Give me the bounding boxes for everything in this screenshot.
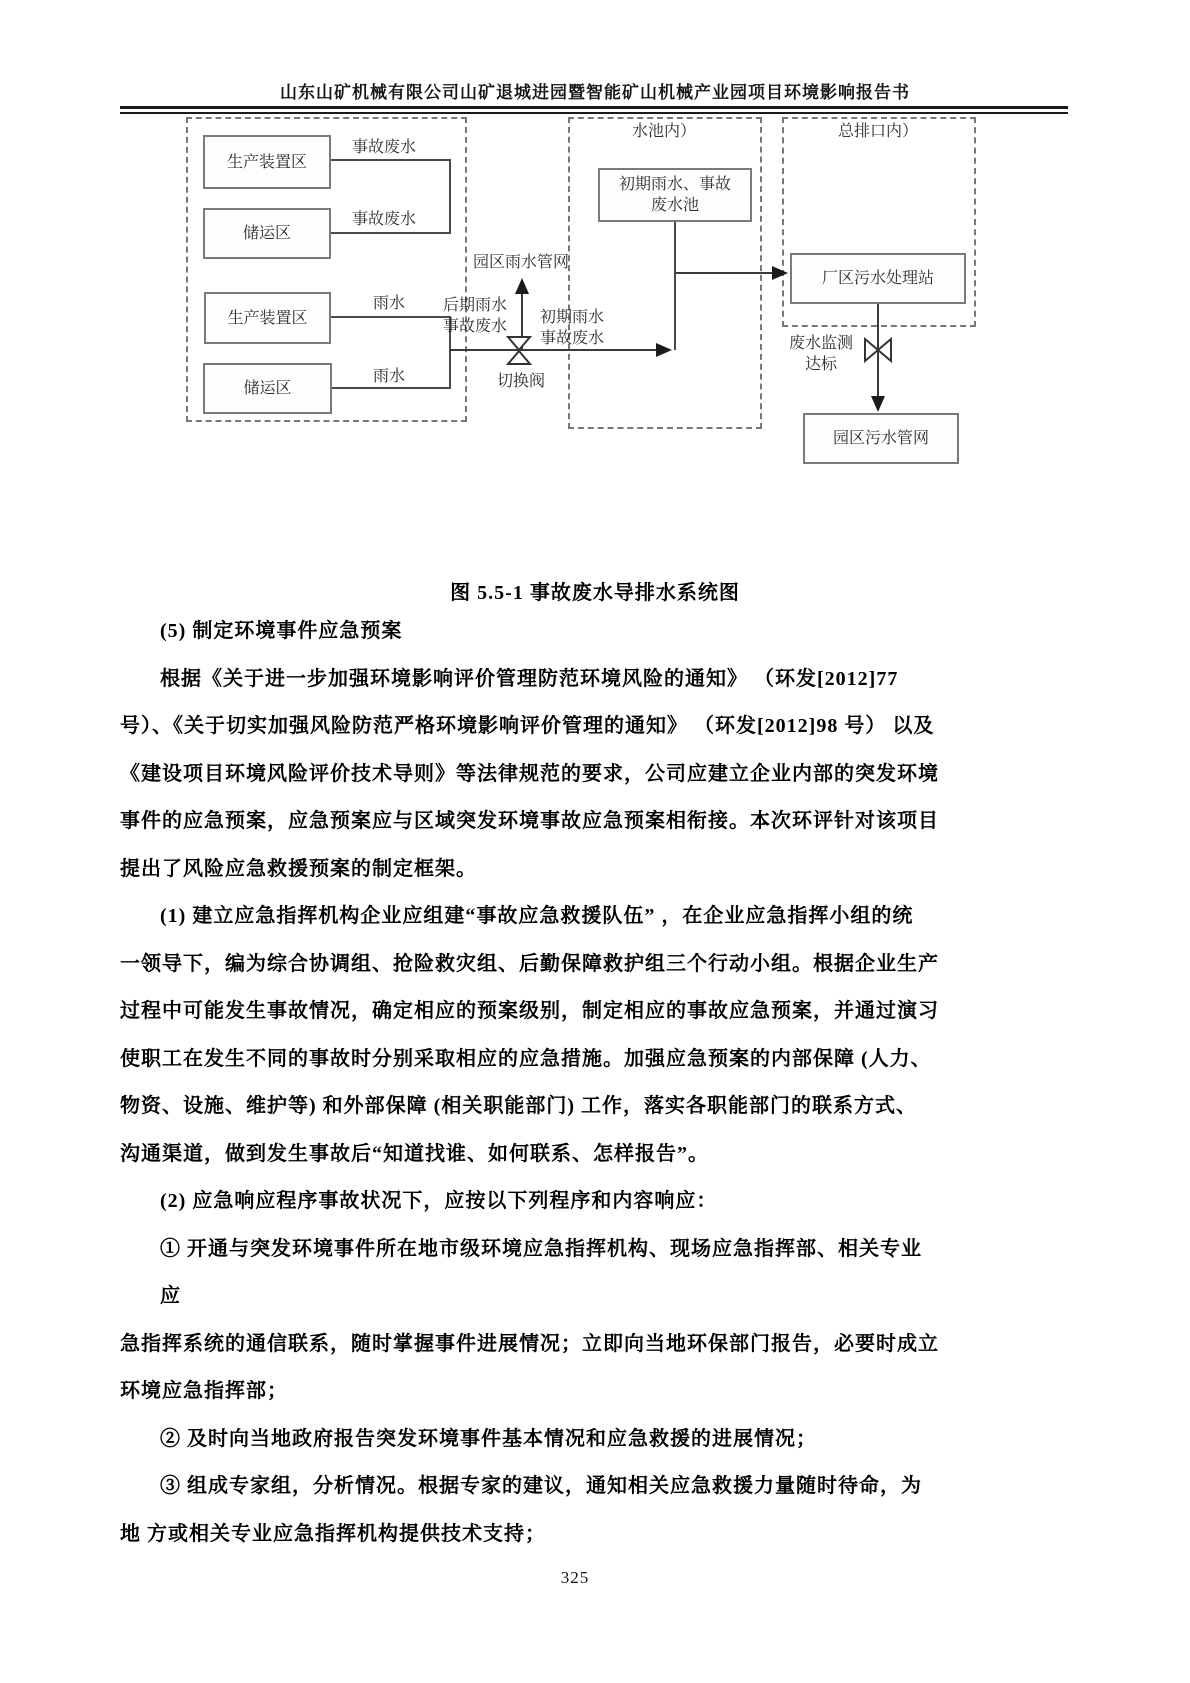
pool-to-treatment-arrow bbox=[675, 266, 788, 280]
text-line: (1) 建立应急指挥机构企业应组建“事故应急救援队伍” ，在企业应急指挥小组的统 bbox=[160, 905, 914, 927]
text-line: 沟通渠道，做到发生事故后“知道找谁、如何联系、怎样报告”。 bbox=[120, 1142, 709, 1165]
pool-region-label: 水池内） bbox=[632, 123, 697, 140]
production-area-box-1 bbox=[203, 135, 331, 189]
rain-network-label: 园区雨水管网 bbox=[473, 254, 570, 271]
production-area-label-2: 生产装置区 bbox=[227, 309, 308, 327]
accident-water-label-2: 事故废水 bbox=[352, 211, 417, 228]
text-line: 过程中可能发生事故情况，确定相应的预案级别，制定相应的事故应急预案，并通过演习 bbox=[120, 1000, 939, 1022]
storage-area-box-2 bbox=[203, 363, 332, 414]
storage-area-label-1: 储运区 bbox=[242, 225, 291, 242]
text-line: 地 方或相关专业应急指挥机构提供技术支持； bbox=[120, 1522, 546, 1545]
monitor-label bbox=[783, 333, 859, 375]
rain-water-label-2: 雨水 bbox=[373, 368, 406, 385]
late-rain-line2: 事故废水 bbox=[443, 318, 508, 335]
text-line: 急指挥系统的通信联系，随时掌握事件进展情况；立即向当地环保部门报告，必要时成立 bbox=[120, 1332, 939, 1355]
sewage-network-label: 园区污水管网 bbox=[832, 430, 929, 447]
treatment-station-box bbox=[790, 253, 966, 304]
initial-rain-pool-box bbox=[598, 168, 752, 222]
text-line: 应 bbox=[160, 1285, 181, 1307]
monitor-line1: 废水监测 bbox=[788, 335, 853, 352]
text-line: 根据《关于进一步加强环境影响评价管理防范环境风险的通知》 （环发[2012]77 bbox=[160, 667, 899, 690]
pool-label-line1: 初期雨水、事故 bbox=[618, 176, 731, 193]
text-line: ② 及时向当地政府报告突发环境事件基本情况和应急救援的进展情况； bbox=[160, 1427, 817, 1450]
text-line: ① 开通与突发环境事件所在地市级环境应急指挥机构、现场应急指挥部、相关专业 bbox=[160, 1237, 922, 1260]
initial-rain-pool-label bbox=[619, 174, 731, 216]
outlet-region-label: 总排口内） bbox=[838, 123, 919, 140]
text-line: ③ 组成专家组，分析情况。根据专家的建议，通知相关应急救援力量随时待命，为 bbox=[160, 1475, 922, 1497]
text-line: (5) 制定环境事件应急预案 bbox=[160, 620, 403, 642]
header-title: 山东山矿机械有限公司山矿退城进园暨智能矿山机械产业园项目环境影响报告书 bbox=[280, 83, 910, 102]
text-line: 环境应急指挥部； bbox=[120, 1380, 288, 1402]
production-area-label-1: 生产装置区 bbox=[226, 153, 307, 171]
treatment-to-sewer-arrow bbox=[871, 300, 885, 412]
text-line: 《建设项目环境风险评价技术导则》等法律规范的要求，公司应建立企业内部的突发环境 bbox=[120, 762, 939, 785]
storage-area-box-1 bbox=[203, 208, 331, 259]
body-text bbox=[120, 608, 1072, 1558]
text-line: 物资、设施、维护等) 和外部保障 (相关职能部门) 工作，落实各职能部门的联系方式、 bbox=[120, 1095, 917, 1117]
late-rain-line1: 后期雨水 bbox=[443, 297, 508, 314]
text-line: 号）、《关于切实加强风险防范严格环境影响评价管理的通知》 （环发[2012]98 号） 以及 bbox=[120, 715, 935, 737]
text-line: 使职工在发生不同的事故时分别采取相应的应急措施。加强应急预案的内部保障 (人力、 bbox=[120, 1047, 932, 1070]
early-rain-line1: 初期雨水 bbox=[540, 309, 605, 326]
switch-valve-label: 切换阀 bbox=[497, 373, 546, 390]
sewage-network-box bbox=[803, 413, 959, 464]
text-line: 一领导下，编为综合协调组、抢险救灾组、后勤保障救护组三个行动小组。根据企业生产 bbox=[120, 952, 939, 975]
text-line: 提出了风险应急救援预案的制定框架。 bbox=[120, 857, 477, 880]
figure-caption: 图 5.5-1 事故废水导排水系统图 bbox=[450, 582, 740, 604]
text-line: 事件的应急预案，应急预案应与区域突发环境事故应急预案相衔接。本次环评针对该项目 bbox=[120, 810, 939, 832]
rain-water-label-1: 雨水 bbox=[373, 295, 406, 312]
late-rain-label bbox=[443, 295, 507, 337]
accident-water-label-1: 事故废水 bbox=[352, 139, 417, 156]
monitor-line2: 达标 bbox=[804, 356, 837, 373]
production-area-box-2 bbox=[204, 292, 331, 344]
pool-label-line2: 废水池 bbox=[650, 197, 699, 214]
page-number: 325 bbox=[560, 1568, 590, 1587]
treatment-station-label: 厂区污水处理站 bbox=[821, 270, 934, 287]
early-rain-line2: 事故废水 bbox=[540, 330, 605, 347]
early-rain-label bbox=[540, 307, 604, 349]
storage-area-label-2: 储运区 bbox=[243, 380, 292, 397]
flow-diagram bbox=[0, 0, 1190, 520]
text-line: (2) 应急响应程序事故状况下，应按以下列程序和内容响应： bbox=[160, 1190, 718, 1212]
